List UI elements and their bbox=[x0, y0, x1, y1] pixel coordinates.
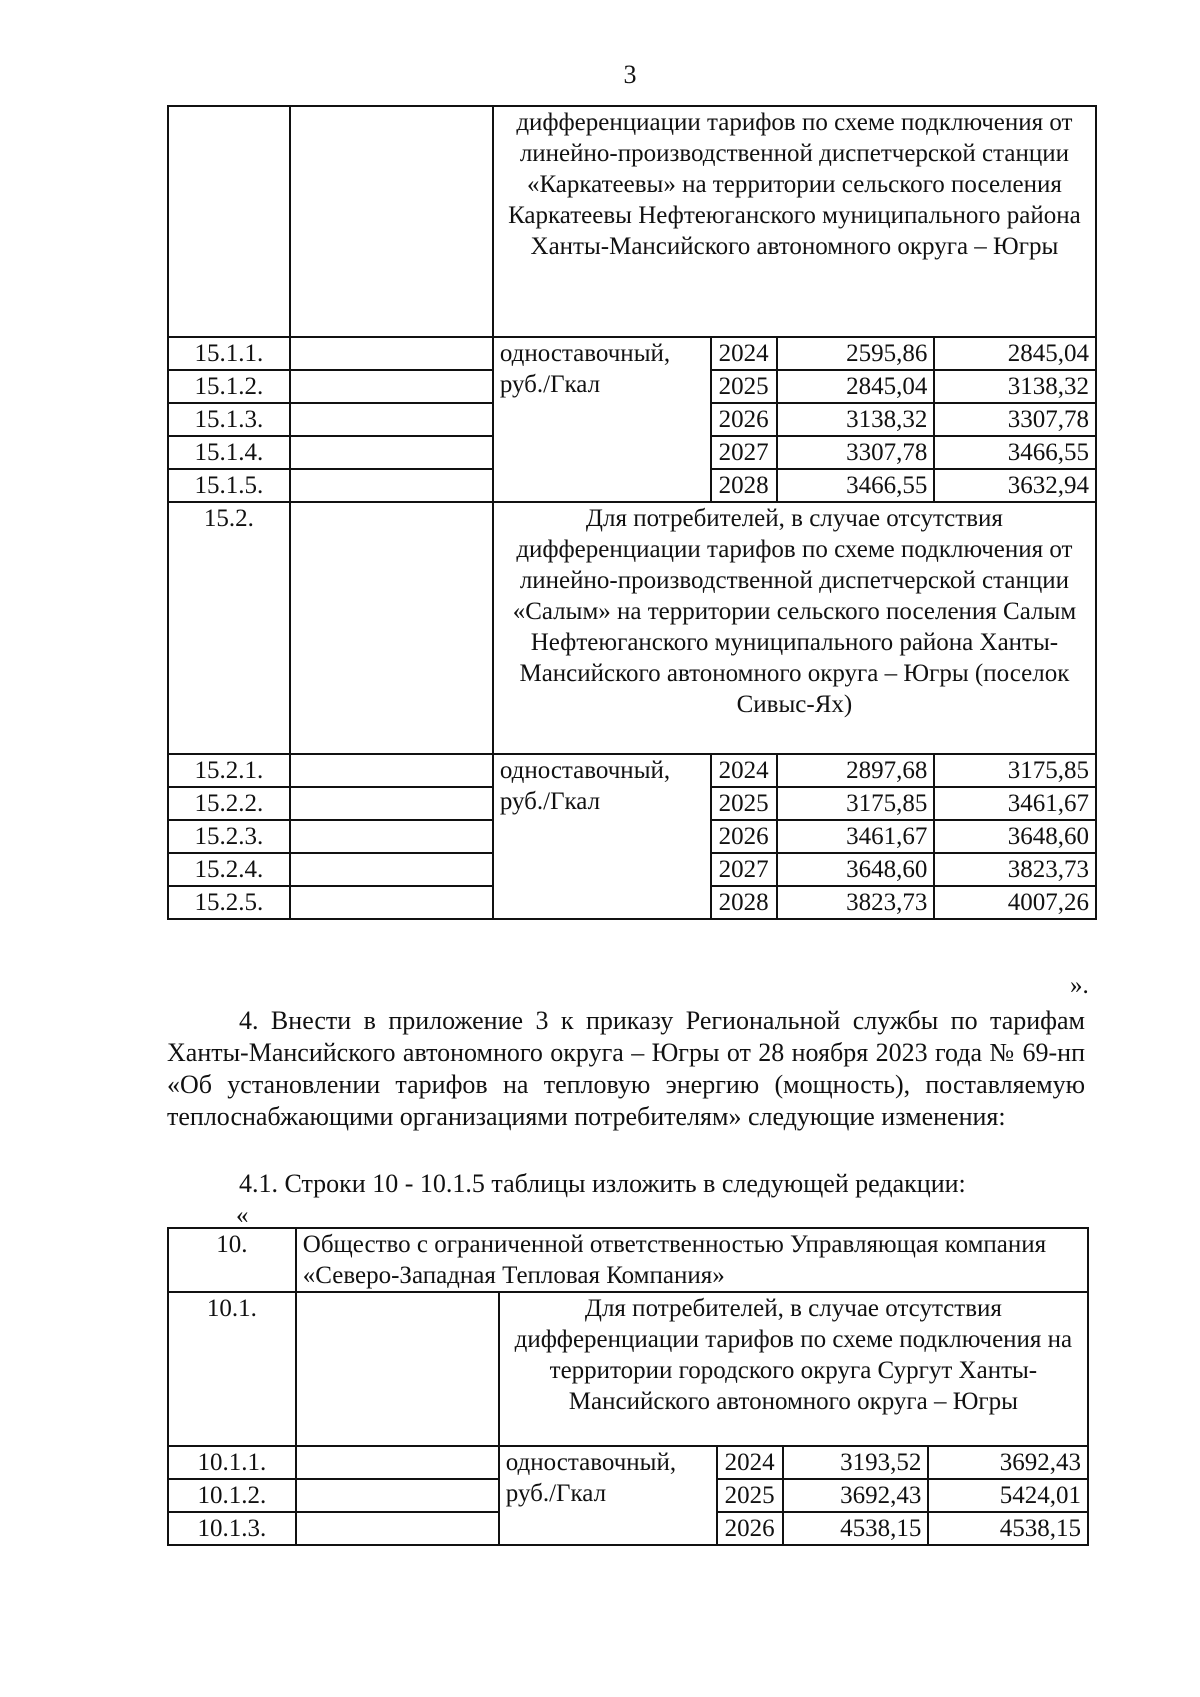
year-cell: 2027 bbox=[711, 436, 777, 469]
empty-cell bbox=[296, 1292, 499, 1446]
empty-cell bbox=[290, 754, 493, 787]
row-number: 15.2.5. bbox=[168, 886, 290, 919]
consumer-description: дифференциации тарифов по схеме подключения от линейно-производственной диспетчерской станции «Каркатеевы» на территории сельского поселения Каркатеевы Нефтеюганского муниципального района Ханты-Мансийского автономного округа – Югры bbox=[493, 106, 1096, 337]
table-row bbox=[168, 106, 1096, 337]
row-number: 15.2.1. bbox=[168, 754, 290, 787]
tariff-value-second-half: 4007,26 bbox=[934, 886, 1096, 919]
empty-cell bbox=[290, 337, 493, 370]
tariff-value-first-half: 3692,43 bbox=[783, 1479, 929, 1512]
tariff-type: одноставочный, руб./Гкал bbox=[499, 1446, 717, 1545]
tariff-value-first-half: 3823,73 bbox=[777, 886, 935, 919]
tariff-value-second-half: 4538,15 bbox=[928, 1512, 1088, 1545]
row-number: 10.1.2. bbox=[168, 1479, 296, 1512]
tariff-value-second-half: 3466,55 bbox=[934, 436, 1096, 469]
year-cell: 2026 bbox=[711, 820, 777, 853]
tariff-value-second-half: 3307,78 bbox=[934, 403, 1096, 436]
year-cell: 2026 bbox=[717, 1512, 783, 1545]
year-cell: 2025 bbox=[711, 787, 777, 820]
table-row bbox=[168, 754, 1096, 787]
tariff-value-second-half: 3692,43 bbox=[928, 1446, 1088, 1479]
consumer-description: Для потребителей, в случае отсутствия дифференциации тарифов по схеме подключения от линейно-производственной диспетчерской станции «Салым» на территории сельского поселения Салым Нефтеюганского муниципального района Ханты-Мансийского автономного округа – Югры (поселок Сивыс-Ях) bbox=[493, 502, 1096, 754]
year-cell: 2028 bbox=[711, 886, 777, 919]
opening-quote: « bbox=[236, 1202, 249, 1229]
tariff-table-2 bbox=[167, 1227, 1089, 1546]
paragraph-4: 4. Внести в приложение 3 к приказу Региональной службы по тарифам Ханты-Мансийского автономного округа – Югры от 28 ноября 2023 года № 69-нп «Об установлении тарифов на тепловую энергию (мощность), поставляемую теплоснабжающими организациями потребителям» следующие изменения: bbox=[167, 1006, 1085, 1131]
table-row bbox=[168, 502, 1096, 754]
tariff-value-first-half: 2845,04 bbox=[777, 370, 935, 403]
row-number: 10.1. bbox=[168, 1292, 296, 1446]
row-number: 10.1.3. bbox=[168, 1512, 296, 1545]
tariff-type: одноставочный, руб./Гкал bbox=[493, 337, 711, 502]
table-row bbox=[168, 1228, 1088, 1292]
tariff-value-first-half: 3175,85 bbox=[777, 787, 935, 820]
empty-cell bbox=[296, 1479, 499, 1512]
empty-cell bbox=[290, 436, 493, 469]
tariff-value-first-half: 3138,32 bbox=[777, 403, 935, 436]
row-number: 15.1.2. bbox=[168, 370, 290, 403]
org-number: 10. bbox=[168, 1228, 296, 1292]
table-row bbox=[168, 1446, 1088, 1479]
empty-cell bbox=[290, 820, 493, 853]
tariff-value-second-half: 2845,04 bbox=[934, 337, 1096, 370]
consumer-description: Для потребителей, в случае отсутствия дифференциации тарифов по схеме подключения на территории городского округа Сургут Ханты-Мансийского автономного округа – Югры bbox=[499, 1292, 1088, 1446]
tariff-value-first-half: 3461,67 bbox=[777, 820, 935, 853]
empty-cell bbox=[296, 1446, 499, 1479]
year-cell: 2027 bbox=[711, 853, 777, 886]
row-number: 10.1.1. bbox=[168, 1446, 296, 1479]
tariff-value-first-half: 3648,60 bbox=[777, 853, 935, 886]
empty-cell bbox=[290, 370, 493, 403]
row-number: 15.2.4. bbox=[168, 853, 290, 886]
row-number: 15.1.1. bbox=[168, 337, 290, 370]
year-cell: 2025 bbox=[717, 1479, 783, 1512]
year-cell: 2028 bbox=[711, 469, 777, 502]
empty-cell bbox=[290, 106, 493, 337]
empty-cell bbox=[290, 886, 493, 919]
year-cell: 2024 bbox=[717, 1446, 783, 1479]
tariff-value-first-half: 2595,86 bbox=[777, 337, 935, 370]
row-number: 15.1.3. bbox=[168, 403, 290, 436]
tariff-value-second-half: 5424,01 bbox=[928, 1479, 1088, 1512]
tariff-value-first-half: 2897,68 bbox=[777, 754, 935, 787]
row-number: 15.2. bbox=[168, 502, 290, 754]
empty-cell bbox=[290, 787, 493, 820]
year-cell: 2025 bbox=[711, 370, 777, 403]
year-cell: 2024 bbox=[711, 337, 777, 370]
num-cell bbox=[168, 106, 290, 337]
year-cell: 2026 bbox=[711, 403, 777, 436]
empty-cell bbox=[290, 502, 493, 754]
tariff-value-second-half: 3461,67 bbox=[934, 787, 1096, 820]
tariff-value-second-half: 3823,73 bbox=[934, 853, 1096, 886]
page-number: 3 bbox=[623, 60, 637, 89]
closing-quote: ». bbox=[1070, 972, 1089, 999]
empty-cell bbox=[296, 1512, 499, 1545]
tariff-value-second-half: 3648,60 bbox=[934, 820, 1096, 853]
row-number: 15.1.4. bbox=[168, 436, 290, 469]
tariff-type: одноставочный, руб./Гкал bbox=[493, 754, 711, 919]
paragraph-4-1: 4.1. Строки 10 - 10.1.5 таблицы изложить в следующей редакции: bbox=[239, 1169, 966, 1198]
row-number: 15.2.2. bbox=[168, 787, 290, 820]
tariff-value-second-half: 3175,85 bbox=[934, 754, 1096, 787]
empty-cell bbox=[290, 853, 493, 886]
tariff-value-second-half: 3632,94 bbox=[934, 469, 1096, 502]
tariff-value-first-half: 4538,15 bbox=[783, 1512, 929, 1545]
row-number: 15.1.5. bbox=[168, 469, 290, 502]
tariff-value-first-half: 3307,78 bbox=[777, 436, 935, 469]
tariff-value-second-half: 3138,32 bbox=[934, 370, 1096, 403]
tariff-table-1 bbox=[167, 105, 1097, 920]
year-cell: 2024 bbox=[711, 754, 777, 787]
table-row bbox=[168, 1292, 1088, 1446]
tariff-value-first-half: 3466,55 bbox=[777, 469, 935, 502]
organization-name: Общество с ограниченной ответственностью Управляющая компания «Северо-Западная Тепловая Компания» bbox=[296, 1228, 1088, 1292]
table-row bbox=[168, 337, 1096, 370]
empty-cell bbox=[290, 403, 493, 436]
tariff-value-first-half: 3193,52 bbox=[783, 1446, 929, 1479]
empty-cell bbox=[290, 469, 493, 502]
row-number: 15.2.3. bbox=[168, 820, 290, 853]
